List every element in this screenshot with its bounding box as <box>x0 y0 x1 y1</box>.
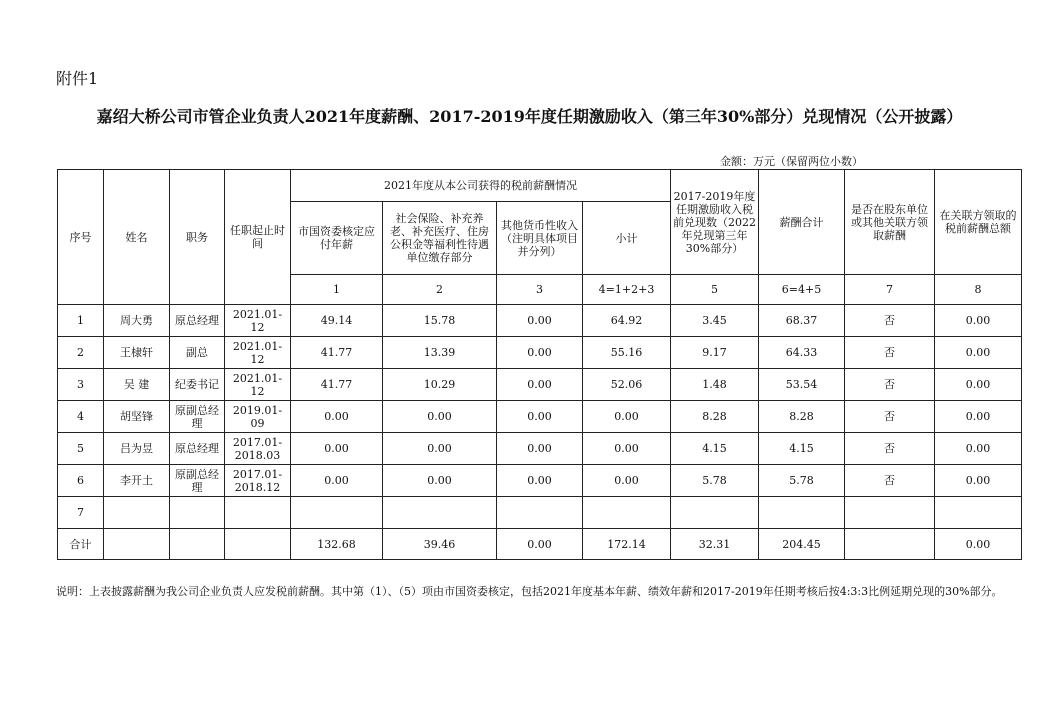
total-c2: 39.46 <box>383 529 497 560</box>
table-row <box>58 369 1022 401</box>
cell-name: 李开土 <box>104 465 170 497</box>
cell-c5: 3.45 <box>671 305 759 337</box>
cell-c4: 64.92 <box>583 305 671 337</box>
total-c4: 172.14 <box>583 529 671 560</box>
cell-c3 <box>497 497 583 529</box>
header-c7: 是否在股东单位或其他关联方领取薪酬 <box>845 170 935 275</box>
cell-c5: 5.78 <box>671 465 759 497</box>
col-number: 2 <box>383 275 497 305</box>
table-row <box>58 401 1022 433</box>
col-number: 3 <box>497 275 583 305</box>
cell-c1: 49.14 <box>291 305 383 337</box>
cell-c7: 否 <box>845 337 935 369</box>
cell-c4: 55.16 <box>583 337 671 369</box>
salary-table <box>57 169 1022 560</box>
cell-position: 纪委书记 <box>170 369 225 401</box>
cell-c7: 否 <box>845 401 935 433</box>
cell-c2: 10.29 <box>383 369 497 401</box>
cell-c4: 52.06 <box>583 369 671 401</box>
header-c5: 2017-2019年度任期激励收入税前兑现数（2022年兑现第三年30%部分） <box>671 170 759 275</box>
footnote: 说明：上表披露薪酬为我公司企业负责人应发税前薪酬。其中第（1）、（5）项由市国资委核定，包括2021年度基本年薪、绩效年薪和2017-2019年任期考核后按4:3:3比例延期兑现的30%部分。 <box>56 585 1003 598</box>
col-number: 6=4+5 <box>759 275 845 305</box>
cell-name <box>104 497 170 529</box>
header-c2: 社会保险、补充养老、补充医疗、住房公积金等福利性待遇单位缴存部分 <box>383 202 497 275</box>
cell-empty <box>225 529 291 560</box>
total-c6: 204.45 <box>759 529 845 560</box>
cell-c1 <box>291 497 383 529</box>
cell-c4: 0.00 <box>583 465 671 497</box>
cell-c7: 否 <box>845 433 935 465</box>
total-c3: 0.00 <box>497 529 583 560</box>
cell-position: 原总经理 <box>170 305 225 337</box>
cell-position: 原副总经理 <box>170 465 225 497</box>
cell-c6: 8.28 <box>759 401 845 433</box>
cell-c7: 否 <box>845 465 935 497</box>
cell-position <box>170 497 225 529</box>
total-row <box>58 529 1022 560</box>
total-label: 合计 <box>58 529 104 560</box>
cell-c8: 0.00 <box>935 401 1022 433</box>
cell-c7 <box>845 497 935 529</box>
cell-term: 2017.01-2018.03 <box>225 433 291 465</box>
header-c4: 小计 <box>583 202 671 275</box>
cell-seq: 5 <box>58 433 104 465</box>
table-row <box>58 305 1022 337</box>
cell-c4 <box>583 497 671 529</box>
table-row <box>58 433 1022 465</box>
cell-name: 吕为昱 <box>104 433 170 465</box>
cell-c8: 0.00 <box>935 465 1022 497</box>
col-number: 5 <box>671 275 759 305</box>
table-row <box>58 337 1022 369</box>
cell-c6: 5.78 <box>759 465 845 497</box>
cell-c2: 0.00 <box>383 433 497 465</box>
cell-c6: 68.37 <box>759 305 845 337</box>
total-c7 <box>845 529 935 560</box>
cell-c1: 41.77 <box>291 369 383 401</box>
cell-empty <box>170 529 225 560</box>
cell-c5: 9.17 <box>671 337 759 369</box>
cell-seq: 4 <box>58 401 104 433</box>
total-c5: 32.31 <box>671 529 759 560</box>
cell-c6: 64.33 <box>759 337 845 369</box>
cell-c7: 否 <box>845 305 935 337</box>
cell-name: 周大勇 <box>104 305 170 337</box>
header-c3: 其他货币性收入（注明具体项目并分列） <box>497 202 583 275</box>
cell-c3: 0.00 <box>497 401 583 433</box>
cell-c8: 0.00 <box>935 337 1022 369</box>
cell-c1: 0.00 <box>291 433 383 465</box>
header-group-2021: 2021年度从本公司获得的税前薪酬情况 <box>291 170 671 202</box>
cell-term: 2017.01-2018.12 <box>225 465 291 497</box>
cell-c3: 0.00 <box>497 369 583 401</box>
cell-seq: 2 <box>58 337 104 369</box>
document-title: 嘉绍大桥公司市管企业负责人2021年度薪酬、2017-2019年度任期激励收入（第三年30%部分）兑现情况（公开披露） <box>96 107 963 126</box>
col-number: 8 <box>935 275 1022 305</box>
cell-c8: 0.00 <box>935 369 1022 401</box>
cell-position: 原总经理 <box>170 433 225 465</box>
cell-seq: 1 <box>58 305 104 337</box>
header-c8: 在关联方领取的税前薪酬总额 <box>935 170 1022 275</box>
cell-term: 2021.01-12 <box>225 369 291 401</box>
total-c1: 132.68 <box>291 529 383 560</box>
header-position: 职务 <box>170 170 225 305</box>
cell-seq: 6 <box>58 465 104 497</box>
header-seq: 序号 <box>58 170 104 305</box>
cell-c7: 否 <box>845 369 935 401</box>
cell-empty <box>104 529 170 560</box>
col-number: 1 <box>291 275 383 305</box>
cell-c5: 8.28 <box>671 401 759 433</box>
cell-c2 <box>383 497 497 529</box>
cell-position: 副总 <box>170 337 225 369</box>
cell-c4: 0.00 <box>583 401 671 433</box>
cell-c1: 0.00 <box>291 401 383 433</box>
cell-name: 吴 建 <box>104 369 170 401</box>
cell-c5: 1.48 <box>671 369 759 401</box>
cell-term: 2021.01-12 <box>225 337 291 369</box>
header-name: 姓名 <box>104 170 170 305</box>
header-c6: 薪酬合计 <box>759 170 845 275</box>
cell-c2: 13.39 <box>383 337 497 369</box>
table-row <box>58 497 1022 529</box>
cell-c8: 0.00 <box>935 433 1022 465</box>
cell-name: 王棣轩 <box>104 337 170 369</box>
cell-c3: 0.00 <box>497 465 583 497</box>
cell-term <box>225 497 291 529</box>
col-number: 4=1+2+3 <box>583 275 671 305</box>
cell-c4: 0.00 <box>583 433 671 465</box>
cell-c2: 15.78 <box>383 305 497 337</box>
cell-c8 <box>935 497 1022 529</box>
cell-c3: 0.00 <box>497 433 583 465</box>
cell-c5 <box>671 497 759 529</box>
table-row <box>58 465 1022 497</box>
cell-c1: 41.77 <box>291 337 383 369</box>
total-c8: 0.00 <box>935 529 1022 560</box>
cell-c1: 0.00 <box>291 465 383 497</box>
attachment-label: 附件1 <box>56 69 99 88</box>
cell-name: 胡坚锋 <box>104 401 170 433</box>
cell-c6: 4.15 <box>759 433 845 465</box>
unit-note: 金额：万元（保留两位小数） <box>720 155 863 168</box>
cell-c6 <box>759 497 845 529</box>
cell-c3: 0.00 <box>497 305 583 337</box>
col-number: 7 <box>845 275 935 305</box>
cell-c5: 4.15 <box>671 433 759 465</box>
cell-term: 2019.01-09 <box>225 401 291 433</box>
cell-seq: 3 <box>58 369 104 401</box>
cell-position: 原副总经理 <box>170 401 225 433</box>
cell-c8: 0.00 <box>935 305 1022 337</box>
cell-c2: 0.00 <box>383 465 497 497</box>
cell-c3: 0.00 <box>497 337 583 369</box>
header-c1: 市国资委核定应付年薪 <box>291 202 383 275</box>
cell-c6: 53.54 <box>759 369 845 401</box>
cell-term: 2021.01-12 <box>225 305 291 337</box>
cell-seq: 7 <box>58 497 104 529</box>
cell-c2: 0.00 <box>383 401 497 433</box>
header-term: 任职起止时间 <box>225 170 291 305</box>
